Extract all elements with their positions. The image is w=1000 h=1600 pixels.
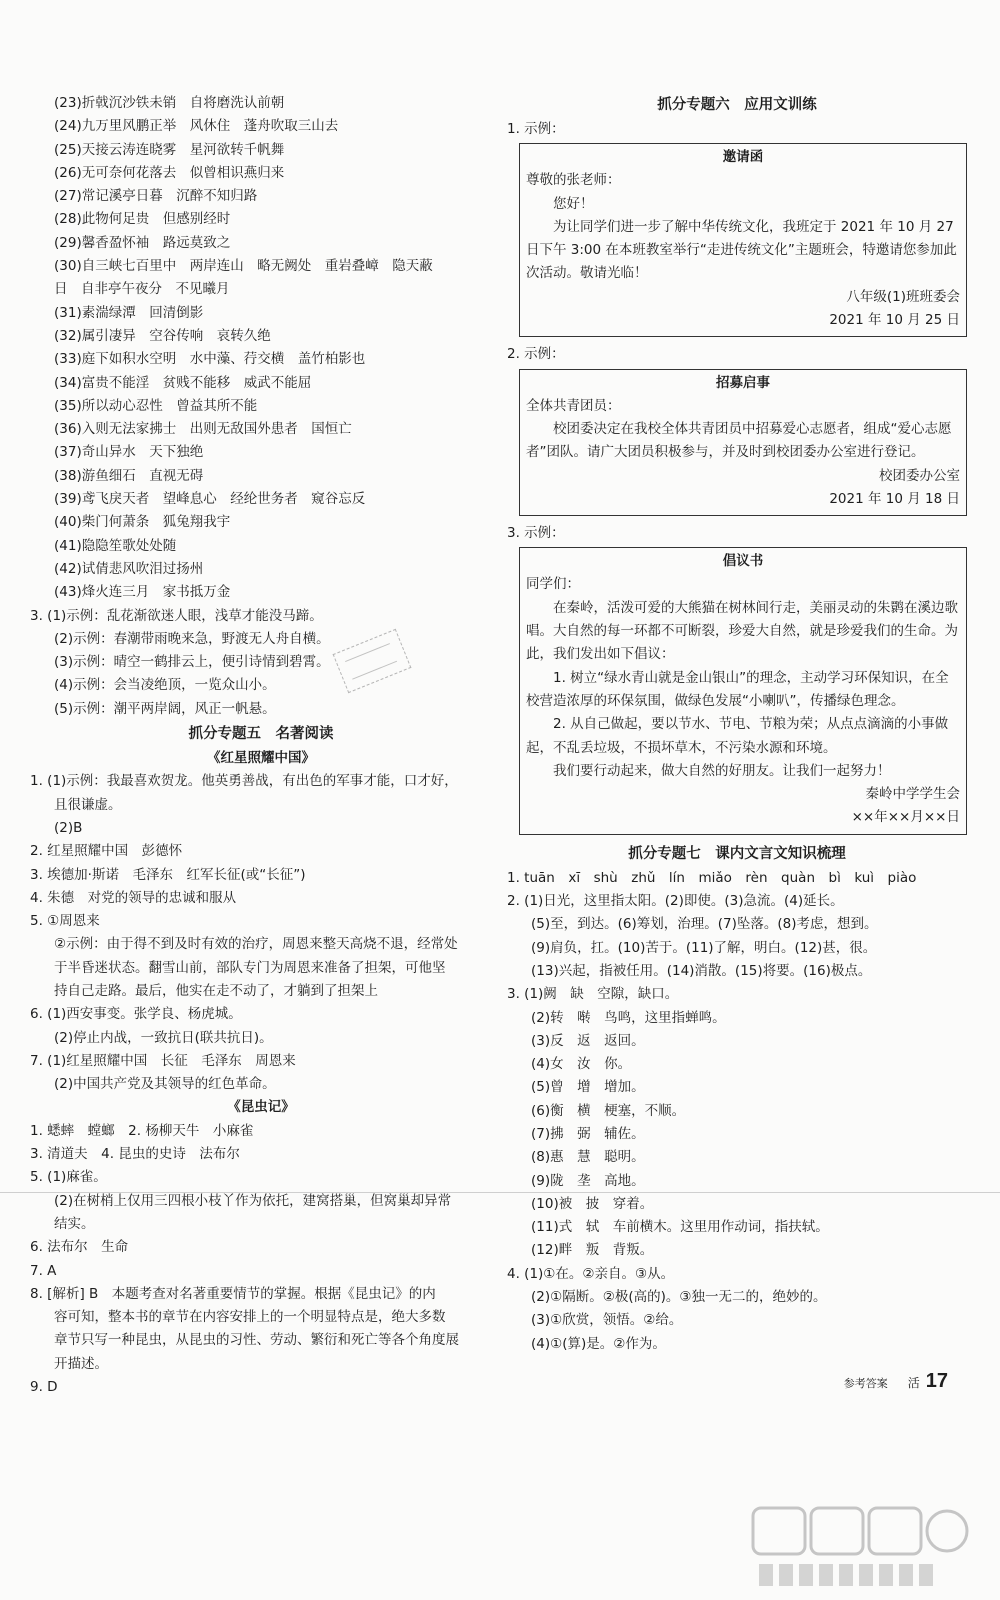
answer-line: (9)陇 垄 高地。: [531, 1172, 645, 1189]
letter-signature: 2021 年 10 月 25 日: [829, 312, 960, 329]
footer-mark: 活: [907, 1376, 920, 1390]
answer-line: (7)拂 弼 辅佐。: [531, 1125, 645, 1142]
answer-line: (34)富贵不能淫 贫贱不能移 威武不能屈: [54, 374, 312, 391]
left-column: [30, 92, 492, 1399]
letter-paragraph: 校团委决定在我校全体共青团员中招募爱心志愿者，组成“爱心志愿者”团队。请广大团员积极参与，并及时到校团委办公室进行登记。: [526, 420, 952, 461]
answer-line: 且很谦虚。: [54, 796, 122, 813]
answer-line: ②示例：由于得不到及时有效的治疗，周恩来整天高烧不退，经常处: [54, 936, 458, 953]
letter-paragraph: 为让同学们进一步了解中华传统文化，我班定于 2021 年 10 月 27 日下午 3:00 在本班教室举行“走进传统文化”主题班会，特邀请您参加此次活动。敬请光临！: [526, 218, 957, 282]
answer-line: (6)衡 横 梗塞，不顺。: [531, 1102, 686, 1119]
answer-line: (43)烽火连三月 家书抵万金: [54, 584, 231, 601]
answer-line: (9)肩负，扛。(10)苦于。(11)了解，明白。(12)甚，很。: [531, 939, 877, 956]
letter-title: 倡议书: [722, 553, 764, 570]
letter-box: [519, 143, 967, 337]
answer-line: 9. D: [30, 1379, 58, 1396]
item-label: 2. 示例：: [507, 346, 565, 363]
answer-line: (2)转 啭 鸟鸣，这里指蝉鸣。: [531, 1009, 726, 1026]
letter-paragraph: 全体共青团员：: [526, 397, 621, 414]
letter-paragraph: 2. 从自己做起，要以节水、节电、节粮为荣；从点点滴滴的小事做起，不乱丢垃圾，不损坏草木，不污染水源和环境。: [526, 716, 949, 756]
answer-line: 5. ①周恩来: [30, 913, 100, 930]
answer-line: (2)在树梢上仅用三四根小枝丫作为依托，建窝搭巢，但窝巢却异常: [54, 1192, 452, 1209]
answer-line: (12)畔 叛 背叛。: [531, 1242, 654, 1259]
answer-line: (24)九万里风鹏正举 风休住 蓬舟吹取三山去: [54, 118, 339, 135]
answer-line: (37)奇山异水 天下独绝: [54, 444, 204, 461]
answer-line: 7. (1)红星照耀中国 长征 毛泽东 周恩来: [30, 1052, 296, 1069]
answer-line: (2)示例：春潮带雨晚来急，野渡无人舟自横。: [54, 630, 330, 647]
letter-signature: 校团委办公室: [879, 467, 960, 484]
letter-title: 招募启事: [716, 374, 770, 391]
answer-line: 3. (1)阙 缺 空隙，缺口。: [507, 986, 679, 1003]
answer-line: 1. tuān xī shù zhǔ lín miǎo rèn quàn bì kuì piào: [507, 869, 917, 886]
answer-line: 持自己走路。最后，他实在走不动了，才躺到了担架上: [54, 982, 378, 999]
answer-line: 6. 法布尔 生命: [30, 1239, 129, 1256]
answer-line: (5)示例：潮平两岸阔，风正一帆悬。: [54, 700, 276, 717]
section-title: 抓分专题五 名著阅读: [188, 726, 334, 743]
letter-paragraph: 我们要行动起来，做大自然的好朋友。让我们一起努力！: [553, 762, 891, 779]
answer-line: 6. (1)西安事变。张学良、杨虎城。: [30, 1006, 242, 1023]
right-column: [507, 92, 967, 1356]
answer-line: (40)柴门何萧条 狐兔翔我宇: [54, 514, 231, 531]
answer-line: 3. 埃德加·斯诺 毛泽东 红军长征(或“长征”): [30, 866, 306, 883]
answer-line: (8)惠 慧 聪明。: [531, 1149, 645, 1166]
answer-line: (31)素湍绿潭 回清倒影: [54, 304, 204, 321]
letter-signature: ××年××月××日: [851, 809, 960, 826]
answer-line: (36)入则无法家拂士 出则无敌国外患者 国恒亡: [54, 421, 352, 438]
answer-line: (39)鸢飞戾天者 望峰息心 经纶世务者 窥谷忘反: [54, 491, 366, 508]
answer-line: (2)中国共产党及其领导的红色革命。: [54, 1076, 276, 1093]
answer-line: (26)无可奈何花落去 似曾相识燕归来: [54, 164, 285, 181]
answer-line: (3)①欣赏，领悟。②给。: [531, 1312, 683, 1329]
answer-line: 结实。: [54, 1215, 95, 1232]
answer-line: 容可知，整本书的章节在内容安排上的一个明显特点是，绝大多数: [54, 1309, 446, 1326]
answer-line: 5. (1)麻雀。: [30, 1169, 107, 1186]
section-title: 抓分专题七 课内文言文知识梳理: [628, 845, 846, 862]
answer-line: (4)①(算)是。②作为。: [531, 1335, 666, 1352]
answer-line: (32)属引凄异 空谷传响 哀转久绝: [54, 327, 271, 344]
answer-line: (10)被 披 穿着。: [531, 1195, 654, 1212]
answer-line: (5)曾 增 增加。: [531, 1079, 645, 1096]
letter-paragraph: 在秦岭，活泼可爱的大熊猫在树林间行走，美丽灵动的朱鹮在溪边歌唱。大自然的每一环都不可断裂，珍爱大自然，就是珍爱我们的生命。为此，我们发出如下倡议：: [526, 599, 958, 663]
footer-label: 参考答案: [843, 1377, 888, 1390]
answer-line: 4. 朱德 对党的领导的忠诚和服从: [30, 889, 237, 906]
letter-signature: 八年级(1)班班委会: [846, 288, 960, 305]
answer-line: (41)隐隐笙歌处处随: [54, 537, 177, 554]
answer-line: (29)馨香盈怀袖 路远莫致之: [54, 234, 231, 251]
answer-line: (4)女 汝 你。: [531, 1056, 632, 1073]
answer-line: (23)折戟沉沙铁未销 自将磨洗认前朝: [54, 95, 285, 111]
letter-box: [519, 369, 967, 516]
answer-line: (25)天接云涛连晓雾 星河欲转千帆舞: [54, 141, 285, 158]
item-label: 3. 示例：: [507, 525, 565, 542]
page-number: 17: [925, 1370, 948, 1392]
answer-line: (30)自三峡七百里中 两岸连山 略无阙处 重岩叠嶂 隐天蔽: [54, 258, 433, 275]
answer-line: 7. A: [30, 1262, 57, 1279]
answer-line: 于半昏迷状态。翻雪山前，部队专门为周恩来准备了担架，可他坚: [54, 959, 446, 976]
letter-paragraph: 1. 树立“绿水青山就是金山银山”的理念，主动学习环保知识，在全校营造浓厚的环保氛围，做绿色发展“小喇叭”，传播绿色理念。: [526, 669, 949, 709]
page-footer: [844, 1370, 948, 1393]
letter-title: 邀请函: [722, 149, 764, 166]
answer-line: (3)示例：晴空一鹤排云上，便引诗情到碧霄。: [54, 654, 330, 671]
answer-line: 日 自非亭午夜分 不见曦月: [54, 281, 230, 298]
watermark-logo-icon: [745, 1504, 975, 1594]
answer-line: 4. (1)①在。②亲自。③从。: [507, 1265, 675, 1282]
letter-signature: 秦岭中学学生会: [865, 786, 960, 803]
letter-box: [519, 547, 967, 834]
answer-line: 章节只写一种昆虫，从昆虫的习性、劳动、繁衍和死亡等各个角度展: [54, 1332, 459, 1349]
answer-line: (33)庭下如积水空明 水中藻、荇交横 盖竹柏影也: [54, 351, 366, 368]
answer-line: (2)①隔断。②极(高的)。③独一无二的，绝妙的。: [531, 1289, 827, 1306]
answer-line: (11)式 轼 车前横木。这里用作动词，指扶轼。: [531, 1219, 829, 1236]
letter-paragraph: 同学们：: [526, 576, 580, 593]
answer-line: (38)游鱼细石 直视无碍: [54, 467, 204, 484]
answer-line: (5)至，到达。(6)筹划，治理。(7)坠落。(8)考虑，想到。: [531, 916, 878, 933]
answer-line: 1. 蟋蟀 螳螂 2. 杨柳天牛 小麻雀: [30, 1122, 254, 1139]
answer-line: (2)停止内战，一致抗日(联共抗日)。: [54, 1029, 273, 1046]
section-title: 抓分专题六 应用文训练: [657, 97, 817, 113]
answer-line: 8. [解析] B 本题考查对名著重要情节的掌握。根据《昆虫记》的内: [30, 1285, 436, 1302]
answer-line: 3. (1)示例：乱花渐欲迷人眼，浅草才能没马蹄。: [30, 607, 323, 624]
book-title: 《红星照耀中国》: [207, 750, 315, 767]
answer-line: 2. (1)日光，这里指太阳。(2)即使。(3)急流。(4)延长。: [507, 893, 844, 910]
item-label: 1. 示例：: [507, 121, 565, 137]
answer-line: 2. 红星照耀中国 彭德怀: [30, 843, 183, 860]
answer-line: 1. (1)示例：我最喜欢贺龙。他英勇善战，有出色的军事才能，口才好，: [30, 773, 458, 790]
answer-line: 开描述。: [54, 1355, 108, 1372]
letter-paragraph: 您好！: [553, 195, 594, 212]
answer-line: (35)所以动心忍性 曾益其所不能: [54, 397, 258, 414]
book-title: 《昆虫记》: [227, 1099, 295, 1116]
answer-line: (28)此物何足贵 但感别经时: [54, 211, 231, 228]
letter-signature: 2021 年 10 月 18 日: [829, 490, 960, 507]
answer-line: (2)B: [54, 819, 83, 836]
letter-paragraph: 尊敬的张老师：: [526, 172, 621, 189]
answer-line: (27)常记溪亭日暮 沉醉不知归路: [54, 188, 258, 205]
answer-line: (3)反 返 返回。: [531, 1032, 645, 1049]
answer-line: (42)试倩悲风吹泪过扬州: [54, 560, 204, 577]
answer-line: (13)兴起，指被任用。(14)消散。(15)将要。(16)极点。: [531, 962, 872, 979]
answer-line: 3. 清道夫 4. 昆虫的史诗 法布尔: [30, 1146, 240, 1163]
answer-line: (4)示例：会当凌绝顶，一览众山小。: [54, 677, 276, 694]
